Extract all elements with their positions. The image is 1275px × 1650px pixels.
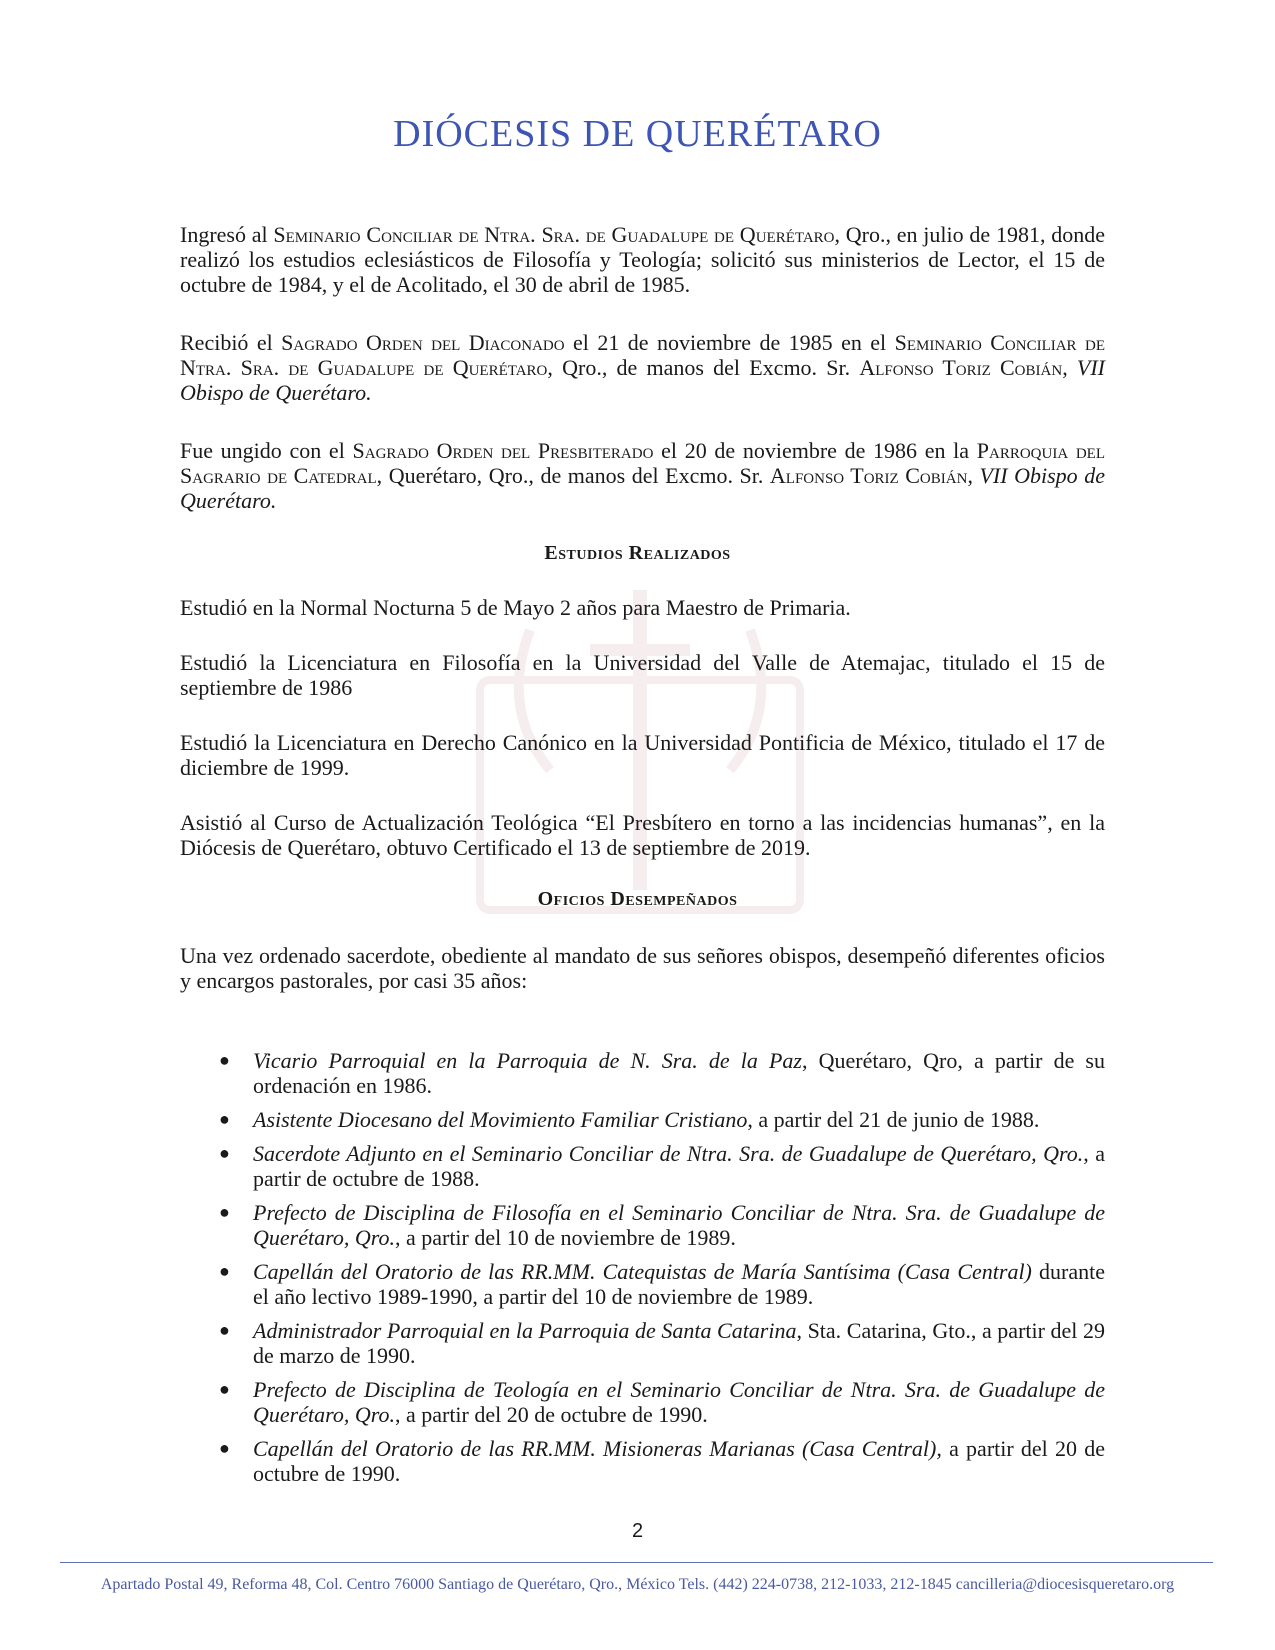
office-detail: a partir del 20 de octubre de 1990. — [253, 1436, 1105, 1486]
page-number: 2 — [631, 1520, 644, 1542]
paragraph-text — [180, 438, 1105, 513]
list-item — [207, 1377, 1105, 1427]
bullet-icon: ● — [219, 1143, 230, 1163]
office-title: Prefecto de Disciplina de Filosofía en el Seminario Conciliar de Ntra. Sra. de Guadalupe de Querétaro, Qro. — [253, 1200, 1105, 1250]
order-name: Sagrado Orden del Presbiterado — [352, 438, 654, 463]
bullet-icon: ● — [219, 1379, 230, 1399]
text-segment: , Qro., de manos del Excmo. Sr. — [547, 355, 860, 380]
paragraph-text — [180, 330, 1105, 405]
study-item — [180, 810, 1105, 860]
text-segment: Ingresó al — [180, 222, 274, 247]
office-detail: durante el año lectivo 1989-1990, a partir del 10 de noviembre de 1989. — [253, 1259, 1106, 1309]
study-text: Estudió la Licenciatura en Filosofía en la Universidad del Valle de Atemajac, titulado el 15 de septiembre de 1986 — [180, 650, 1105, 700]
list-item — [207, 1048, 1105, 1098]
office-title: Asistente Diocesano del Movimiento Familiar Cristiano — [253, 1107, 748, 1132]
text-segment: Fue ungido con el — [180, 438, 353, 463]
list-item — [207, 1318, 1105, 1368]
office-title: Capellán del Oratorio de las RR.MM. Catequistas de María Santísima (Casa Central) — [253, 1259, 1032, 1284]
office-title: Prefecto de Disciplina de Teología en el Seminario Conciliar de Ntra. Sra. de Guadalupe de Querétaro, Qro. — [253, 1377, 1105, 1427]
bullet-icon: ● — [219, 1202, 230, 1222]
office-detail: , Querétaro, Qro, a partir de su ordenación en 1986. — [253, 1048, 1105, 1098]
list-item — [207, 1107, 1105, 1132]
intro-paragraph-2 — [180, 330, 1105, 405]
text-segment: , Qro., en julio de 1981, donde realizó los estudios eclesiásticos de Filosofía y Teología; solicitó sus ministerios de Lector, el 15 de octubre de 1984, y el de Acolitado, el 30 de abril de 1985. — [180, 222, 1105, 297]
office-title: Administrador Parroquial en la Parroquia de Santa Catarina — [253, 1318, 797, 1343]
list-item — [207, 1200, 1105, 1250]
parish-name: Parroquia del Sagrario de Catedral — [180, 438, 1105, 488]
text-segment: el 21 de noviembre de 1985 en el — [564, 330, 895, 355]
offices-list — [207, 1048, 1105, 1495]
bishop-title: VII Obispo de Querétaro. — [180, 355, 1105, 405]
study-text: Estudió en la Normal Nocturna 5 de Mayo 2 años para Maestro de Primaria. — [180, 595, 851, 620]
list-item — [207, 1141, 1105, 1191]
studies-heading: Estudios Realizados — [544, 542, 731, 564]
bishop-title: VII Obispo de Querétaro. — [180, 463, 1105, 513]
page-title: DIÓCESIS DE QUERÉTARO — [393, 113, 882, 155]
office-detail: , a partir del 20 de octubre de 1990. — [394, 1402, 708, 1427]
study-item — [180, 730, 1105, 780]
bullet-icon: ● — [219, 1320, 230, 1340]
study-item — [180, 650, 1105, 700]
paragraph-text — [180, 222, 1105, 297]
office-detail: , Sta. Catarina, Gto., a partir del 29 de marzo de 1990. — [253, 1318, 1105, 1368]
offices-intro — [180, 943, 1105, 993]
order-name: Sagrado Orden del Diaconado — [281, 330, 565, 355]
study-text: Estudió la Licenciatura en Derecho Canónico en la Universidad Pontificia de México, titulado el 17 de diciembre de 1999. — [180, 730, 1105, 780]
office-detail: , a partir del 10 de noviembre de 1989. — [394, 1225, 736, 1250]
list-item — [207, 1259, 1105, 1309]
text-segment: , Querétaro, Qro., de manos del Excmo. Sr. — [376, 463, 770, 488]
list-item — [207, 1436, 1105, 1486]
office-detail: , a partir del 21 de junio de 1988. — [747, 1107, 1040, 1132]
text-segment: el 20 de noviembre de 1986 en la — [653, 438, 977, 463]
seminary-name: Seminario Conciliar de Ntra. Sra. de Guadalupe de Querétaro — [180, 330, 1105, 380]
bullet-icon: ● — [219, 1438, 230, 1458]
footer-address: Apartado Postal 49, Reforma 48, Col. Centro 76000 Santiago de Querétaro, Qro., México Tels. (442) 224-0738, 212-1033, 212-1845 cancilleria@diocesisqueretaro.org — [100, 1576, 1175, 1593]
office-title: Sacerdote Adjunto en el Seminario Conciliar de Ntra. Sra. de Guadalupe de Querétaro, Qro. — [253, 1141, 1084, 1166]
intro-paragraph-3 — [180, 438, 1105, 513]
office-detail: , a partir de octubre de 1988. — [253, 1141, 1105, 1191]
study-text: Asistió al Curso de Actualización Teológica “El Presbítero en torno a las incidencias humanas”, en la Diócesis de Querétaro, obtuvo Certificado el 13 de septiembre de 2019. — [180, 810, 1105, 860]
bishop-name: Alfonso Toriz Cobián — [859, 355, 1063, 380]
text-segment: , — [1062, 355, 1077, 380]
offices-intro-text: Una vez ordenado sacerdote, obediente al mandato de sus señores obispos, desempeñó diferentes oficios y encargos pastorales, por casi 35 años: — [180, 943, 1105, 993]
text-segment: , — [967, 463, 980, 488]
seminary-name: Seminario Conciliar de Ntra. Sra. de Guadalupe de Querétaro — [273, 222, 835, 247]
offices-heading: Oficios Desempeñados — [537, 888, 738, 910]
study-item — [180, 595, 1105, 620]
office-title: Capellán del Oratorio de las RR.MM. Misioneras Marianas (Casa Central), — [253, 1436, 942, 1461]
bishop-name: Alfonso Toriz Cobián — [769, 463, 968, 488]
intro-paragraph-1 — [180, 222, 1105, 297]
text-segment: Recibió el — [180, 330, 282, 355]
bullet-icon: ● — [219, 1261, 230, 1281]
footer-divider — [60, 1562, 1213, 1563]
office-title: Vicario Parroquial en la Parroquia de N. Sra. de la Paz — [253, 1048, 802, 1073]
bullet-icon: ● — [219, 1109, 230, 1129]
bullet-icon: ● — [219, 1050, 230, 1070]
